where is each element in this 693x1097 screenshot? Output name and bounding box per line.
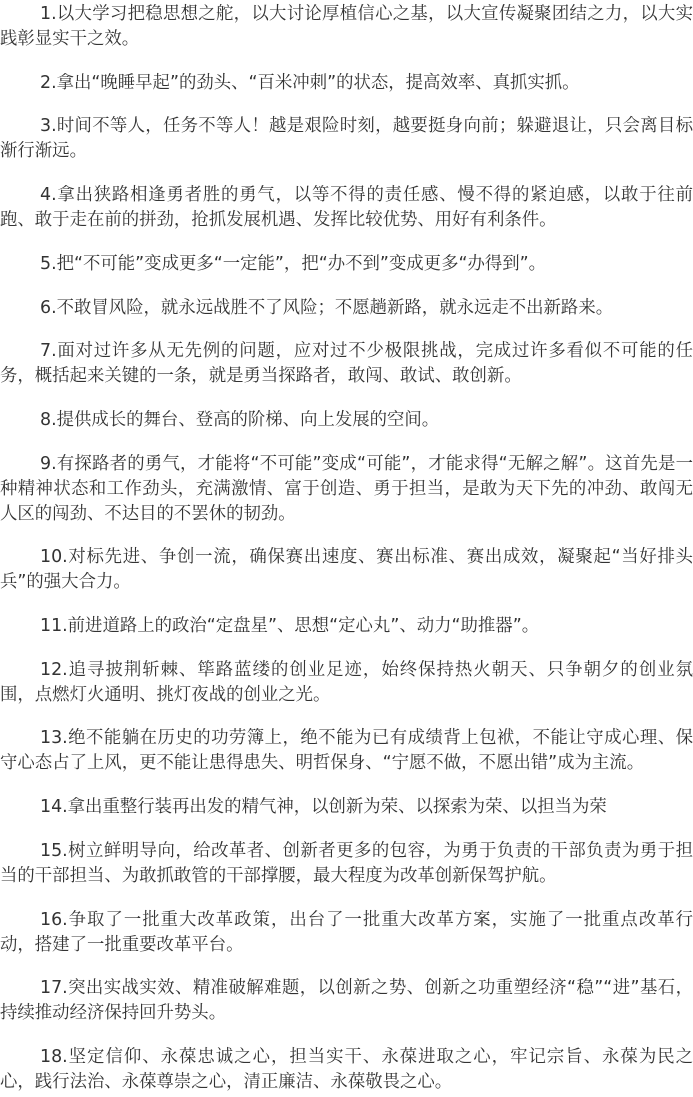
paragraph-4: 4.拿出狭路相逢勇者胜的勇气，以等不得的责任感、慢不得的紧迫感，以敢于往前跑、敢于走在前的拼劲，抢抓发展机遇、发挥比较优势、用好有利条件。	[0, 185, 693, 231]
paragraph-15: 15.树立鲜明导向，给改革者、创新者更多的包容，为勇于负责的干部负责为勇于担当的干部担当、为敢抓敢管的干部撑腰，最大程度为改革创新保驾护航。	[0, 840, 693, 886]
paragraph-17: 17.突出实战实效、精准破解难题，以创新之势、创新之功重塑经济“稳”“进”基石，持续推动经济保持回升势头。	[0, 978, 693, 1024]
paragraph-5: 5.把“不可能”变成更多“一定能”，把“办不到”变成更多“办得到”。	[40, 253, 547, 274]
paragraph-9: 9.有探路者的勇气，才能将“不可能”变成“可能”，才能求得“无解之解”。这首先是一种精神状态和工作劲头，充满激情、富于创造、勇于担当，是敢为天下先的冲劲、敢闯无人区的闯劲、不达目的不罢休的韧劲。	[0, 453, 693, 524]
paragraph-11: 11.前进道路上的政治“定盘星”、思想“定心丸”、动力“助推器”。	[40, 616, 540, 637]
paragraph-6: 6.不敢冒风险，就永远战胜不了风险；不愿趟新路，就永远走不出新路来。	[40, 297, 614, 318]
paragraph-10: 10.对标先进、争创一流，确保赛出速度、赛出标准、赛出成效，凝聚起“当好排头兵”的强大合力。	[0, 547, 693, 593]
paragraph-14: 14.拿出重整行装再出发的精气神，以创新为荣、以探索为荣、以担当为荣	[40, 797, 607, 818]
paragraph-3: 3.时间不等人，任务不等人！越是艰险时刻，越要挺身向前；躲避退让，只会离目标渐行渐远。	[0, 116, 693, 162]
paragraph-18: 18.坚定信仰、永葆忠诚之心，担当实干、永葆进取之心，牢记宗旨、永葆为民之心，践行法治、永葆尊崇之心，清正廉洁、永葆敬畏之心。	[0, 1046, 693, 1092]
paragraph-12: 12.追寻披荆斩棘、筚路蓝缕的创业足迹，始终保持热火朝天、只争朝夕的创业氛围，点燃灯火通明、挑灯夜战的创业之光。	[0, 659, 693, 705]
paragraph-1: 1.以大学习把稳思想之舵，以大讨论厚植信心之基，以大宣传凝聚团结之力，以大实践彰显实干之效。	[0, 4, 693, 49]
paragraph-7: 7.面对过许多从无先例的问题，应对过不少极限挑战，完成过许多看似不可能的任务，概括起来关键的一条，就是勇当探路者，敢闯、敢试、敢创新。	[0, 341, 693, 387]
paragraph-8: 8.提供成长的舞台、登高的阶梯、向上发展的空间。	[40, 409, 440, 430]
paragraph-2: 2.拿出“晚睡早起”的劲头、“百米冲刺”的状态，提高效率、真抓实抓。	[40, 72, 580, 93]
paragraph-13: 13.绝不能躺在历史的功劳簿上，绝不能为已有成绩背上包袱，不能让守成心理、保守心态占了上风，更不能让患得患失、明哲保身、“宁愿不做，不愿出错”成为主流。	[0, 728, 693, 774]
document-body	[0, 2, 693, 1095]
paragraph-16: 16.争取了一批重大改革政策，出台了一批重大改革方案，实施了一批重点改革行动，搭建了一批重要改革平台。	[0, 909, 693, 955]
